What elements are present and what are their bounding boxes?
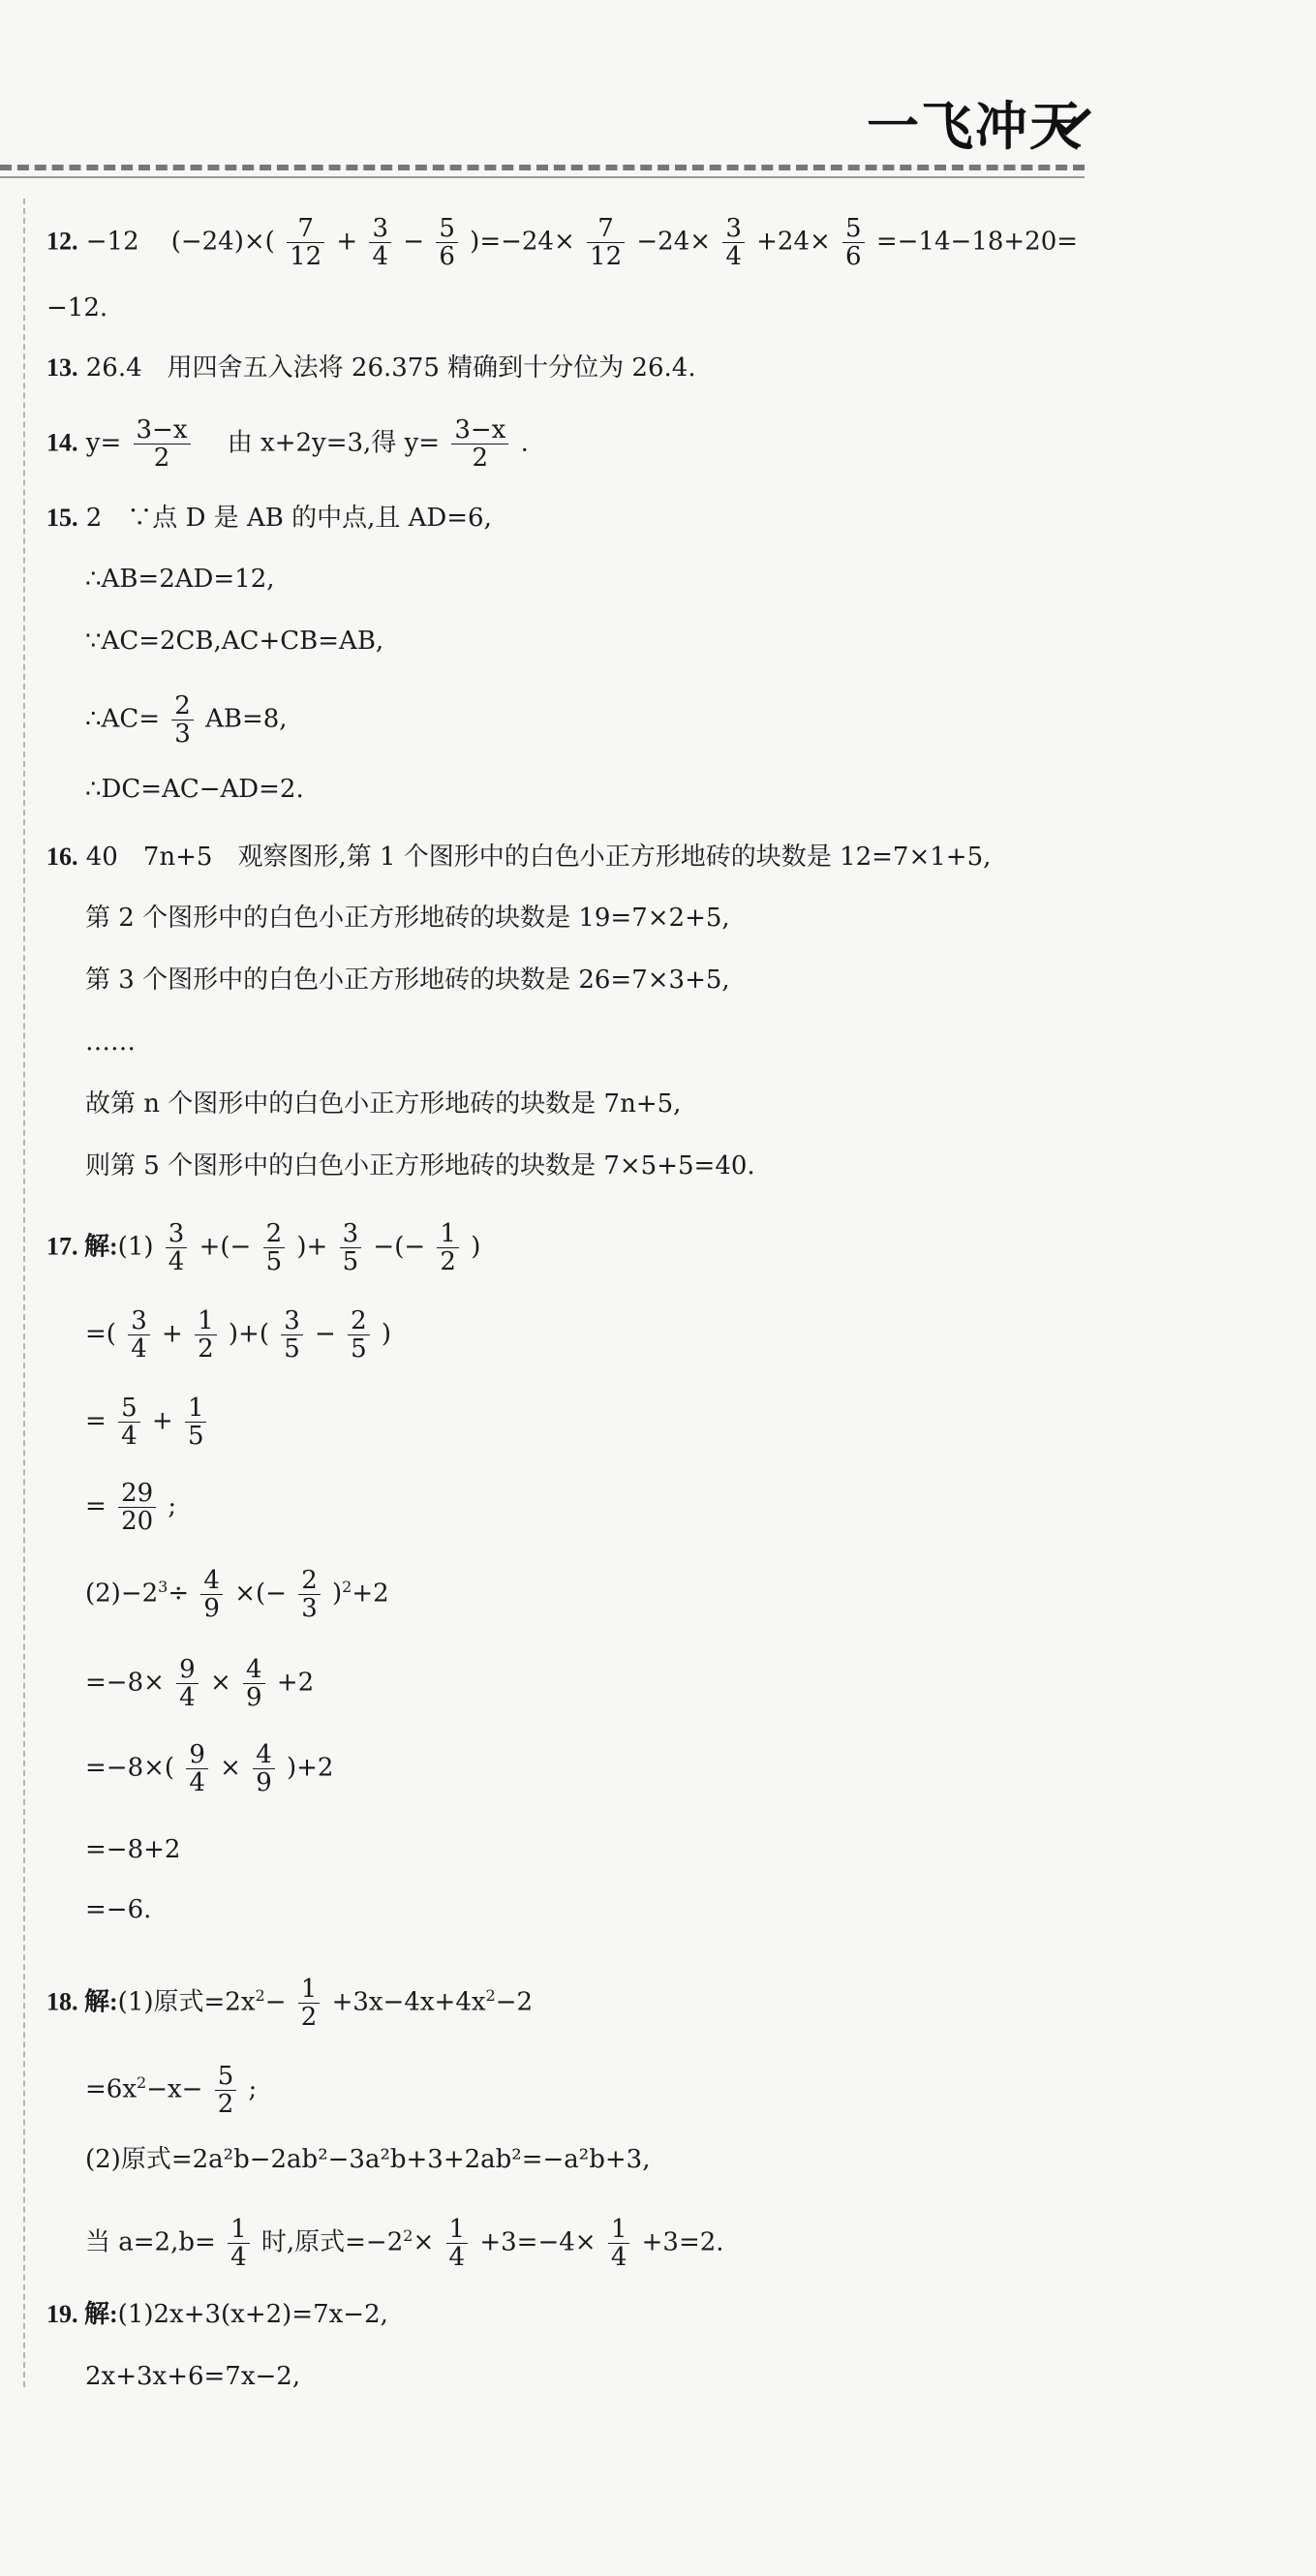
q15-line-4: ∴AC= $\frac{2}{3}$ AB=8, [85, 691, 288, 749]
fraction: $\frac{3}{5}$ [281, 1307, 303, 1363]
fraction: $\frac{5}{6}$ [842, 215, 865, 270]
q17-line-3: = $\frac{5}{4}$ + $\frac{1}{5}$ [85, 1395, 210, 1450]
q17-line-9: =−6. [85, 1895, 152, 1924]
fraction: $\frac{3-x}{2}$ [451, 416, 508, 472]
q18-line-2: $=6x^2-x-$ $\frac{5}{2}$ ; [85, 2062, 258, 2119]
q17-line-4: = $\frac{29}{20}$ ; [85, 1479, 177, 1536]
fraction: $\frac{2}{5}$ [263, 1220, 286, 1275]
q15-line-3: ∵AC=2CB,AC+CB=AB, [85, 627, 384, 656]
header-rule [0, 176, 1085, 178]
fraction: $\frac{4}{9}$ [200, 1567, 223, 1622]
fraction: $\frac{2}{5}$ [348, 1307, 370, 1363]
fraction: $\frac{1}{4}$ [228, 2216, 250, 2271]
fraction: $\frac{7}{12}$ [587, 215, 625, 270]
q12-continuation: −12. [46, 293, 108, 322]
fraction: $\frac{5}{2}$ [215, 2063, 237, 2118]
q13-line: 13. 26.4 用四舍五入法将 26.375 精确到十分位为 26.4. [46, 353, 696, 383]
q16-line-3: 第 3 个图形中的白色小正方形地砖的块数是 26=7×3+5, [85, 966, 730, 995]
q18-line-4: 当 a=2,b= $\frac{1}{4}$ 时,原式$=-2^2\times$ $\frac{1}{4}$ +3=−4× $\frac{1}{4}$ +3=2. [85, 2215, 724, 2272]
fraction: $\frac{3}{5}$ [340, 1220, 362, 1275]
fraction: $\frac{2}{3}$ [298, 1567, 321, 1622]
q15-line-2: ∴AB=2AD=12, [85, 565, 275, 594]
q16-line-2: 第 2 个图形中的白色小正方形地砖的块数是 19=7×2+5, [85, 904, 730, 933]
q12-line: 12. −12 (−24)×( $\frac{7}{12}$ + $\frac{3}{4}$ − $\frac{5}{6}$ )=−24× $\frac{7}{12}$ −24× $\frac{3}{4}$ +24× $\frac{5}{6}$ =−14−18+20= [46, 214, 1079, 271]
header-dashed-rule [0, 165, 1085, 170]
fraction: $\frac{5}{4}$ [118, 1395, 140, 1450]
q16-line-4: …… [85, 1027, 136, 1057]
q17-line-1: 17. 解:(1) $\frac{3}{4}$ +(− $\frac{2}{5}$ )+ $\frac{3}{5}$ −(− $\frac{1}{2}$ ) [46, 1219, 481, 1276]
q19-line-1: 19. 解:(1)2x+3(x+2)=7x−2, [46, 2300, 388, 2329]
q16-line-1: 16. 40 7n+5 观察图形,第 1 个图形中的白色小正方形地砖的块数是 12=7×1+5, [46, 843, 992, 872]
q17-line-2: =( $\frac{3}{4}$ + $\frac{1}{2}$ )+( $\frac{3}{5}$ − $\frac{2}{5}$ ) [85, 1306, 392, 1364]
fraction: $\frac{29}{20}$ [118, 1480, 156, 1535]
fraction: $\frac{1}{5}$ [185, 1395, 207, 1450]
fraction: $\frac{3}{4}$ [128, 1307, 150, 1363]
q14-line: 14. y= $\frac{3-x}{2}$ 由 x+2y=3,得 y= $\frac{3-x}{2}$ . [46, 415, 529, 473]
fraction: $\frac{1}{2}$ [195, 1307, 217, 1363]
fraction: $\frac{2}{3}$ [171, 692, 194, 748]
q15-line-5: ∴DC=AC−AD=2. [85, 775, 304, 804]
q17-line-6: =−8× $\frac{9}{4}$ × $\frac{4}{9}$ +2 [85, 1655, 315, 1712]
fraction: $\frac{3}{4}$ [369, 215, 391, 270]
check-swoosh-icon [1053, 107, 1091, 136]
fraction: $\frac{3}{4}$ [722, 215, 745, 270]
q17-line-8: =−8+2 [85, 1835, 181, 1864]
fraction: $\frac{1}{4}$ [446, 2216, 469, 2271]
q18-line-1: 18. 解:(1)原式$=2x^2-$ $\frac{1}{2}$ $+3x-4x+4x^2-2$ [46, 1975, 534, 2032]
q17-line-5: $(2)-2^3\div$ $\frac{4}{9}$ ×(− $\frac{2}{3}$ )$^2$+2 [85, 1566, 389, 1623]
fraction: $\frac{1}{4}$ [608, 2216, 630, 2271]
fraction: $\frac{4}{9}$ [243, 1656, 265, 1711]
q16-line-6: 则第 5 个图形中的白色小正方形地砖的块数是 7×5+5=40. [85, 1151, 755, 1181]
fraction: $\frac{1}{2}$ [298, 1976, 321, 2031]
fraction: $\frac{1}{2}$ [437, 1220, 459, 1275]
fraction: $\frac{9}{4}$ [176, 1656, 199, 1711]
fraction: $\frac{5}{6}$ [436, 215, 458, 270]
fraction: $\frac{9}{4}$ [186, 1741, 208, 1796]
page-header [0, 0, 1316, 184]
fraction: $\frac{3}{4}$ [166, 1220, 188, 1275]
fraction: $\frac{3-x}{2}$ [134, 416, 191, 472]
margin-dashed-line [23, 199, 25, 2387]
fraction: $\frac{4}{9}$ [253, 1741, 275, 1796]
fraction: $\frac{7}{12}$ [287, 215, 324, 270]
q19-line-2: 2x+3x+6=7x−2, [85, 2362, 301, 2391]
q18-line-3: (2)原式=2a²b−2ab²−3a²b+3+2ab²=−a²b+3, [85, 2145, 651, 2174]
q17-line-7: =−8×( $\frac{9}{4}$ × $\frac{4}{9}$ )+2 [85, 1740, 334, 1797]
q15-line-1: 15. 2 ∵点 D 是 AB 的中点,且 AD=6, [46, 504, 492, 533]
q16-line-5: 故第 n 个图形中的白色小正方形地砖的块数是 7n+5, [85, 1089, 682, 1119]
logo-text: 一飞冲天 [867, 96, 1084, 157]
